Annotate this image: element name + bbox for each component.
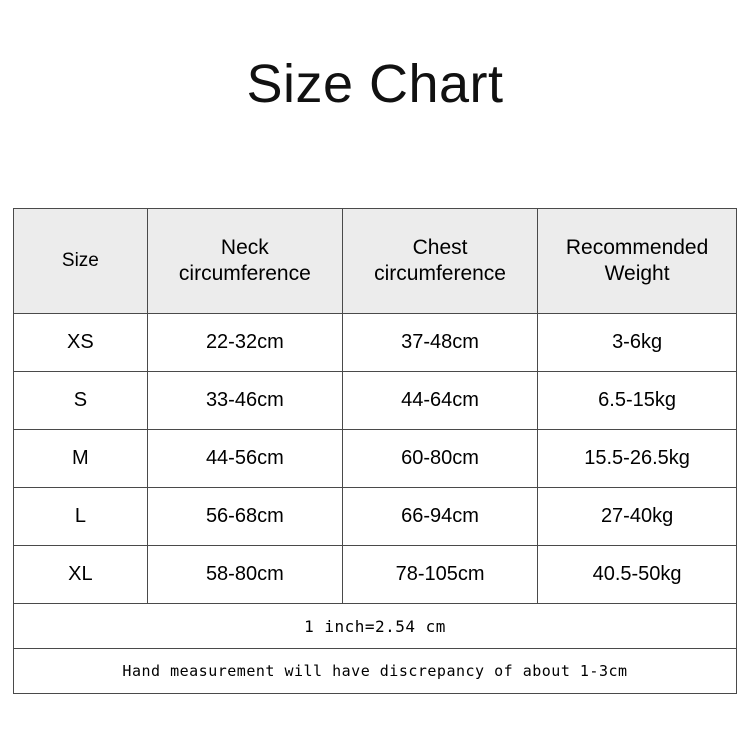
column-header-neck-line1: Neck (220, 235, 269, 259)
footer-row-conversion (14, 604, 737, 649)
cell-chest: 60-80cm (342, 430, 537, 488)
cell-neck: 22-32cm (147, 314, 342, 372)
cell-size: XL (14, 546, 148, 604)
size-chart-table-container (13, 208, 737, 694)
footer-row-disclaimer (14, 649, 737, 694)
column-header-weight-line1: Recommended (565, 235, 709, 259)
cell-neck: 58-80cm (147, 546, 342, 604)
column-header-size: Size (14, 209, 148, 314)
column-header-recommended-weight (538, 209, 737, 314)
column-header-weight-line2: Weight (604, 262, 670, 285)
page-title: Size Chart (246, 54, 504, 114)
note-inch-conversion: 1 inch=2.54 cm (14, 604, 737, 649)
cell-size: M (14, 430, 148, 488)
table-header (14, 209, 737, 314)
table-header-row (14, 209, 737, 314)
table-row (14, 430, 737, 488)
column-header-chest-circumference (342, 209, 537, 314)
cell-weight: 27-40kg (538, 488, 737, 546)
column-header-neck-line2: circumference (178, 262, 311, 285)
cell-neck: 44-56cm (147, 430, 342, 488)
cell-neck: 33-46cm (147, 372, 342, 430)
cell-chest: 37-48cm (342, 314, 537, 372)
table-body (14, 314, 737, 604)
table-row (14, 372, 737, 430)
cell-size: L (14, 488, 148, 546)
cell-neck: 56-68cm (147, 488, 342, 546)
cell-weight: 15.5-26.5kg (538, 430, 737, 488)
size-chart-table (13, 208, 737, 694)
cell-chest: 44-64cm (342, 372, 537, 430)
table-row (14, 546, 737, 604)
cell-weight: 40.5-50kg (538, 546, 737, 604)
cell-weight: 6.5-15kg (538, 372, 737, 430)
note-measurement-discrepancy: Hand measurement will have discrepancy of about 1-3cm (14, 649, 737, 694)
table-footer (14, 604, 737, 694)
cell-chest: 66-94cm (342, 488, 537, 546)
cell-chest: 78-105cm (342, 546, 537, 604)
table-row (14, 488, 737, 546)
cell-size: XS (14, 314, 148, 372)
cell-weight: 3-6kg (538, 314, 737, 372)
cell-size: S (14, 372, 148, 430)
column-header-chest-line1: Chest (412, 235, 468, 259)
column-header-neck-circumference (147, 209, 342, 314)
table-row (14, 314, 737, 372)
column-header-chest-line2: circumference (374, 262, 506, 285)
